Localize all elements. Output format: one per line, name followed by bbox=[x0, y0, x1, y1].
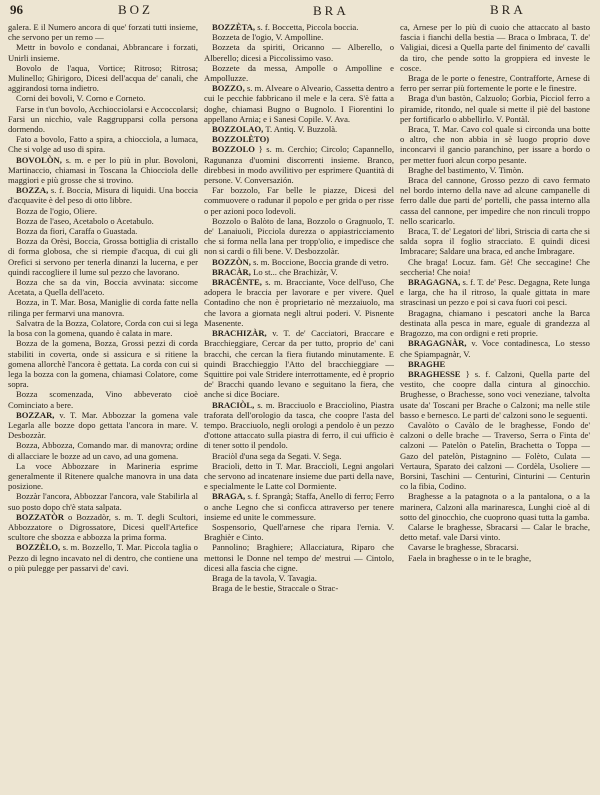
dictionary-entry bbox=[204, 134, 394, 144]
dictionary-entry bbox=[204, 522, 394, 542]
dictionary-entry bbox=[204, 400, 394, 451]
entry-text: s. f. Boccia, Misura di liquidi. Una boccia d'acquavite è del peso di otto libbre. bbox=[8, 185, 198, 206]
dictionary-entry bbox=[204, 267, 394, 277]
entry-lemma: BOZZÒN, bbox=[212, 256, 251, 267]
entry-text: Bracioli, detto in T. Mar. Braccioli, Legni angolari che servono ad incatenare insieme due parti della nave, e specialmente le Latte col Dormiente. bbox=[204, 460, 394, 492]
dictionary-entry bbox=[8, 512, 198, 543]
dictionary-entry bbox=[8, 63, 198, 94]
dictionary-entry bbox=[204, 216, 394, 257]
dictionary-entry bbox=[8, 185, 198, 205]
entry-lemma: BRAGA, bbox=[212, 491, 246, 502]
dictionary-entry bbox=[400, 553, 590, 563]
dictionary-entry bbox=[204, 185, 394, 216]
dictionary-entry bbox=[400, 491, 590, 522]
column-right bbox=[400, 22, 590, 792]
entry-text: galera. E il Numero ancora di que' forzati tutti insieme, che servono per un remo — bbox=[8, 22, 198, 43]
entry-text: Bozza de la gomena, Bozza, Grossi pezzi di corda stabiliti in coverta, onde si assicura e si ritiene la gomena allorchè l'ancora è gettata. La corda con cui si lega la bozza con la gomena, chiamasi Colatore, come sopra. bbox=[8, 338, 198, 390]
right-heading: BRA bbox=[490, 2, 526, 17]
entry-text: La voce Abbozzare in Marineria esprime generalmente il Ritenere qualche manovra in una data posizione. bbox=[8, 460, 198, 492]
entry-lemma: BRAGAGNA, bbox=[408, 277, 461, 288]
entry-lemma: BRACÈNTE, bbox=[212, 277, 262, 288]
entry-text: Cavarse le braghesse, Sbracarsi. bbox=[408, 542, 519, 553]
entry-text: Sospensorio, Quell'arnese che ripara l'ernia. V. Braghièr e Cinto. bbox=[204, 521, 394, 543]
dictionary-entry bbox=[8, 461, 198, 492]
entry-text: Braghe del bastimento, V. Timòn. bbox=[408, 164, 524, 175]
entry-lemma: BRAGAGNÀR, bbox=[408, 338, 467, 349]
dictionary-entry bbox=[400, 542, 590, 552]
entry-text: v. T. de' Cacciatori, Braccare e Bracchieggiare, Cercar da per tutto, proprio de' cani bracchi, che cercan la fiera fiutando minutamente. E quindi Bracchieggio l'Atto del bracchieggiare — Squittire poi vale Stridere interrottamente, ed è proprio de' Bracchi quando levano e seguitano la fiera, che anche si dice Bociare. bbox=[204, 328, 394, 400]
entry-lemma: BOZZO, bbox=[212, 83, 245, 94]
dictionary-entry bbox=[204, 277, 394, 328]
entry-text: T. Antiq. V. Buzzolà. bbox=[265, 124, 338, 135]
dictionary-entry bbox=[400, 226, 590, 257]
entry-text: Braca, T. de' Legatori de' libri, Striscia di carta che si salda sopra il foglio stracciato. E quindi dicesi Imbracare; Saldare una braca, ed anche Imbragare. bbox=[400, 226, 590, 257]
entry-text: Salvatra de la Bozza, Colatore, Corda con cui si lega la bosa con la gomena, quando è calata in mare. bbox=[8, 317, 198, 339]
entry-text: Fato a bovolo, Fatto a spira, a chiocciola, a lumaca, Che si volge ad uso di spira. bbox=[8, 134, 198, 155]
entry-text: s. f. Sprangà; Staffa, Anello di ferro; Ferro o anche Legno che si conficca attraverso per tenere insieme ed unite le commessure. bbox=[204, 491, 394, 522]
entry-text: Bozzolo o Balòto de lana, Bozzolo o Gragnuolo, T. de' Lanaiuoli, Picciola durezza o appiastricciamento che si forma nella lana per tropp'olio, e impedisce che non si cardi o fili bene. V. Desbozzolàr. bbox=[204, 215, 394, 257]
entry-lemma: BRACHIZÀR, bbox=[212, 328, 267, 339]
entry-text: Bozzete da messa, Ampolle o Ampolline e Ampolluzze. bbox=[204, 62, 394, 84]
dictionary-entry bbox=[204, 257, 394, 267]
entry-text: s. m. Boccione, Boccia grande di vetro. bbox=[253, 256, 389, 267]
dictionary-entry bbox=[8, 542, 198, 573]
entry-text: Far bozzolo, Far belle le piazze, Dicesi del commuovere o radunar il popolo e per grida o per risse o per azioni poco lodevoli. bbox=[204, 185, 394, 216]
dictionary-entry bbox=[400, 22, 590, 73]
dictionary-entry bbox=[204, 63, 394, 83]
entry-text: Braciòl d'una sega da Segati. V. Sega. bbox=[212, 450, 342, 461]
dictionary-entry bbox=[8, 134, 198, 154]
text-columns bbox=[8, 22, 590, 792]
entry-text: } s. m. Cerchio; Circolo; Capannello, Ragunanza d'uomini discorrenti insieme. Branco, direbbesi in modo avvilitivo per esprimere Quantità di persone. V. Conversazión. bbox=[204, 144, 394, 186]
entry-text: s. m. e per lo più in plur. Bovoloni, Martinaccio, chiamasi in Toscana la Chiocciola delle maggiori e più grosse che si trovino. bbox=[8, 154, 198, 186]
entry-lemma: BOVOLÒN, bbox=[16, 154, 62, 165]
dictionary-entry bbox=[204, 461, 394, 492]
dictionary-entry bbox=[8, 338, 198, 389]
entry-lemma: BOZZATÒR bbox=[16, 511, 65, 522]
entry-text: Bozzeta da spiriti, Oricanno — Alberello, o Alberello; dicesi a Piccolissimo vaso. bbox=[204, 42, 394, 63]
dictionary-entry bbox=[8, 318, 198, 338]
entry-text: Calarse le braghesse, Sbracarsi — Calar le brache, detto metaf. vale Darsi vinto. bbox=[400, 521, 590, 543]
entry-text: Bozza de l'ogio, Oliere. bbox=[16, 205, 98, 216]
entry-text: Faela in braghesse o in te le braghe, bbox=[408, 552, 532, 563]
dictionary-entry bbox=[400, 165, 590, 175]
dictionary-entry bbox=[8, 410, 198, 441]
dictionary-entry bbox=[400, 277, 590, 308]
dictionary-entry bbox=[204, 542, 394, 573]
entry-text: s. m. Alveare o Alveario, Cassetta dentro a cui le pecchie fabbricano il mele e la cera. S'è fatta a doghe, chiamasi Bugno o Bugnolo. I Fiorentini lo appellano Arnia; e i Sanesi Copile. V. Ava. bbox=[204, 83, 394, 124]
entry-text: Corni dei bovoli, V. Corno e Corneto. bbox=[16, 93, 146, 104]
entry-text: Bozzàr l'ancora, Abbozzar l'ancora, vale Stabilirla al suo posto dopo ch'è stata salpata. bbox=[8, 491, 198, 512]
entry-text: s. m. Bozzello, T. Mar. Piccola taglia o Pezzo di legno incavato nel di dentro, che contiene una o più pulegge per passarvi de' cavi. bbox=[8, 542, 198, 573]
entry-lemma: BRAGHE bbox=[408, 358, 446, 369]
dictionary-entry bbox=[204, 124, 394, 134]
dictionary-entry bbox=[8, 42, 198, 62]
dictionary-entry bbox=[204, 573, 394, 583]
dictionary-entry bbox=[204, 22, 394, 32]
entry-text: Pannolino; Braghiere; Allacciatura, Riparo che mettonsi le Donne nel tempo de' mestrui — Cintolo, dicesi alla fascia che cigne. bbox=[204, 542, 394, 573]
entry-text: Cavalòto o Cavàlo de le braghesse, Fondo de' calzoni o delle brache — Traverso, Serra o Finta de' calzoni — Patelòn o Patelìn, Brachetta o Toppa — Gazo del patelòn, Pistagnino — Folèto, Culata — Vertaura, Sparato dei calzoni — Cordèla, Usoliere — Borsini, Taschini — Centurìni, Cinturini — Centurìn co la fibia, Codino. bbox=[400, 419, 590, 492]
dictionary-entry bbox=[8, 104, 198, 135]
entry-text: v. T. Mar. Abbozzar la gomena vale Legarla alle bozze dopo gettata l'ancora in mare. V. Desbozzàr. bbox=[8, 409, 198, 441]
entry-lemma: BOZZOLAO, bbox=[212, 124, 264, 135]
dictionary-entry bbox=[400, 93, 590, 124]
entry-text: ca, Arnese per lo più di cuoio che attaccato al basto fascia i fianchi della bestia — Braca o Imbraca, T. de' Valigiai, dicesi a Quella parte del finimento de' cavalli da tiro, che pende sotto la groppiera ed investe le cosce. bbox=[400, 22, 590, 73]
dictionary-entry bbox=[204, 42, 394, 62]
page-number: 96 bbox=[10, 2, 23, 17]
dictionary-entry bbox=[204, 491, 394, 522]
entry-lemma: BOZZOLÈTO) bbox=[212, 134, 270, 145]
entry-text: v. Voce contadinesca, Lo stesso che Spiampagnàr, V. bbox=[400, 338, 590, 359]
entry-text: Bozza, Abbozza, Comando mar. di manovra; ordine di allacciare le bozze ad un cavo, ad una gomena. bbox=[8, 440, 198, 461]
entry-text: Braca del cannone, Grosso pezzo di cavo fermato nel bordo interno della nave ad alcune campanelle di ferro dalle due parti de' portelli, che passa interno alla cassa del cannone, per impedire che non rinculi troppo nello scaricarlo. bbox=[400, 175, 590, 226]
entry-text: Bozza de l'aseo, Acetabolo o Acetabulo. bbox=[16, 215, 154, 226]
entry-text: Farse in t'un bovolo, Acchiocciolarsi e Accoccolarsi; Farsi un nicchio, vale Raggrupparsi colla persona dormendo. bbox=[8, 103, 198, 135]
entry-text: Bozzeta de l'ogio, V. Ampolline. bbox=[212, 32, 324, 43]
dictionary-entry bbox=[8, 389, 198, 409]
entry-text: Braga de le porte o fenestre, Contrafforte, Arnese di ferro per serrar più fortemente le porte e le finestre. bbox=[400, 73, 590, 94]
dictionary-entry bbox=[8, 93, 198, 103]
entry-lemma: BOZZÈLO, bbox=[16, 542, 61, 553]
entry-text: Braga de la tavola, V. Tavagia. bbox=[212, 572, 317, 583]
dictionary-entry bbox=[8, 491, 198, 511]
entry-lemma: BRAGHESSE bbox=[408, 368, 461, 379]
dictionary-entry bbox=[400, 257, 590, 277]
dictionary-entry bbox=[8, 226, 198, 236]
dictionary-entry bbox=[400, 73, 590, 93]
dictionary-entry bbox=[8, 216, 198, 226]
dictionary-entry bbox=[8, 277, 198, 297]
entry-text: Braga de le bestie, Straccale o Strac- bbox=[212, 583, 339, 594]
entry-text: Bragagna, chiamano i pescatori anche la Barca destinata alla pesca in mare, eguale di grandezza al Bragozzo, ma con ordigni e reti proprie. bbox=[400, 307, 590, 339]
entry-text: o Bozzadòr, s. m. T. degli Scultori, Abbozzatore o Digrossatore, Dicesi quell'Artefice scultore che sbozza e abbozza la prima forma. bbox=[8, 511, 198, 543]
entry-text: Braga d'un bastòn, Calzuolo; Gorbia, Picciol ferro a piramide, ritondo, nel quale si mette il piè del bastone per fortificarlo o abbellirlo. V. Pontàl. bbox=[400, 93, 590, 124]
entry-text: s. f. Boccetta, Piccola boccia. bbox=[257, 22, 359, 32]
dictionary-entry bbox=[204, 583, 394, 593]
column-left bbox=[8, 22, 198, 792]
entry-lemma: BOZZOLO bbox=[212, 144, 255, 155]
middle-heading: BRA bbox=[313, 3, 349, 18]
left-heading: BOZ bbox=[118, 2, 153, 17]
entry-text: s. m. Bracciante, Voce dell'uso, Che adopera le braccia per lavorare e per vivere. Quel Contadino che non è proprietario nè mezzaiuolo, ma che lavora a giornata negli altrui poderi. V. Pisnente Masenente. bbox=[204, 277, 394, 328]
entry-text: Braca, T. Mar. Cavo col quale si circonda una botte o altro, che non abbia in sè luogo proprio dove inconcarvi il gancio paranchino, per issare a bordo o per metter fuori alcun corpo pesante. bbox=[400, 124, 590, 165]
entry-text: Bozza che sa da vin, Boccia avvinata: siccome Acetata, a Quella dell'aceto. bbox=[8, 277, 198, 298]
entry-text: Mettr in bovolo e condanai, Abbrancare i forzati, Unirli insieme. bbox=[8, 42, 198, 63]
dictionary-entry bbox=[8, 206, 198, 216]
entry-text: Bovolo de l'aqua, Vortice; Ritroso; Ritrosa; Mulinello; Ghirigoro, Dicesi dell'acqua de' canali, che aggirandosi torna indietro. bbox=[8, 62, 198, 94]
entry-text: Che braga! Locuz. fam. Gè! Che seccagine! Che seccheria! Che noia! bbox=[400, 256, 590, 277]
dictionary-entry bbox=[8, 22, 198, 42]
dictionary-entry bbox=[204, 451, 394, 461]
running-header bbox=[0, 0, 600, 20]
dictionary-entry bbox=[400, 420, 590, 491]
entry-text: s. f. T. de' Pesc. Degagna, Rete lunga e larga, che ha il ritroso, la quale gittata in mare strascinasi un pezzo e poi si cava fuori coi pesci. bbox=[400, 277, 590, 308]
dictionary-entry bbox=[204, 144, 394, 185]
dictionary-entry bbox=[8, 297, 198, 317]
entry-lemma: BRACIÒL, bbox=[212, 399, 255, 410]
entry-text: } s. f. Calzoni, Quella parte del vestito, che coopre dalla cintura al ginocchio. Brughesse, o Brachesse, sono voci veneziane, talvolta usate da' Toscani per Brache o Calzoni; ma nelle stile basso e bernesco. Le parti de' calzoni sono le seguenti. bbox=[400, 368, 590, 420]
entry-text: Braghesse a la patagnota o a la pantalona, o a la marinera, Calzoni alla marinaresca, Lunghi cioè al di sotto del ginocchio, che cuoprono quasi tutta la gamba. bbox=[400, 491, 590, 522]
entry-lemma: BOZZA, bbox=[16, 185, 49, 196]
dictionary-entry bbox=[204, 32, 394, 42]
dictionary-entry bbox=[400, 369, 590, 420]
entry-text: Bozza, in T. Mar. Bosa, Maniglie di corda fatte nella rilinga per fermarvi una manovra. bbox=[8, 297, 198, 318]
entry-text: s. m. Bracciuolo e Bracciolino, Piastra traforata dell'orologio da tasca, che coopre l'asta del tempo. Bracciuolo, negli orologi a pendolo è un pezzo d'ottone attaccato sulla piastra di ferro, il cui ufficio è di tener sotto il pendolo. bbox=[204, 399, 394, 451]
dictionary-entry bbox=[400, 175, 590, 226]
entry-text: Bozza da fiori, Caraffa o Guastada. bbox=[16, 226, 138, 237]
dictionary-entry bbox=[8, 236, 198, 277]
entry-lemma: BRACÀR, bbox=[212, 266, 251, 277]
column-middle bbox=[204, 22, 394, 792]
dictionary-entry bbox=[204, 83, 394, 124]
dictionary-entry bbox=[400, 308, 590, 339]
entry-lemma: BOZZAR, bbox=[16, 409, 55, 420]
entry-text: Lo st... che Brachizàr, V. bbox=[253, 266, 338, 277]
dictionary-entry bbox=[400, 522, 590, 542]
dictionary-entry bbox=[400, 124, 590, 165]
dictionary-entry bbox=[8, 155, 198, 186]
entry-lemma: BOZZÈTA, bbox=[212, 22, 256, 32]
dictionary-entry bbox=[400, 359, 590, 369]
entry-text: Bozza da Orèsi, Boccia, Grossa bottiglia di cristallo di forma globosa, che si riempie d'acqua, di cui gli Orefici si servono per tenerla dinanzi la lucerna, e per quindi raccogliere il lume sul pezzo che lavorano. bbox=[8, 236, 198, 277]
dictionary-entry bbox=[400, 338, 590, 358]
dictionary-entry bbox=[204, 328, 394, 399]
entry-text: Bozza scomenzada, Vino abbeverato cioè Cominciato a bere. bbox=[8, 389, 198, 410]
dictionary-entry bbox=[8, 440, 198, 460]
